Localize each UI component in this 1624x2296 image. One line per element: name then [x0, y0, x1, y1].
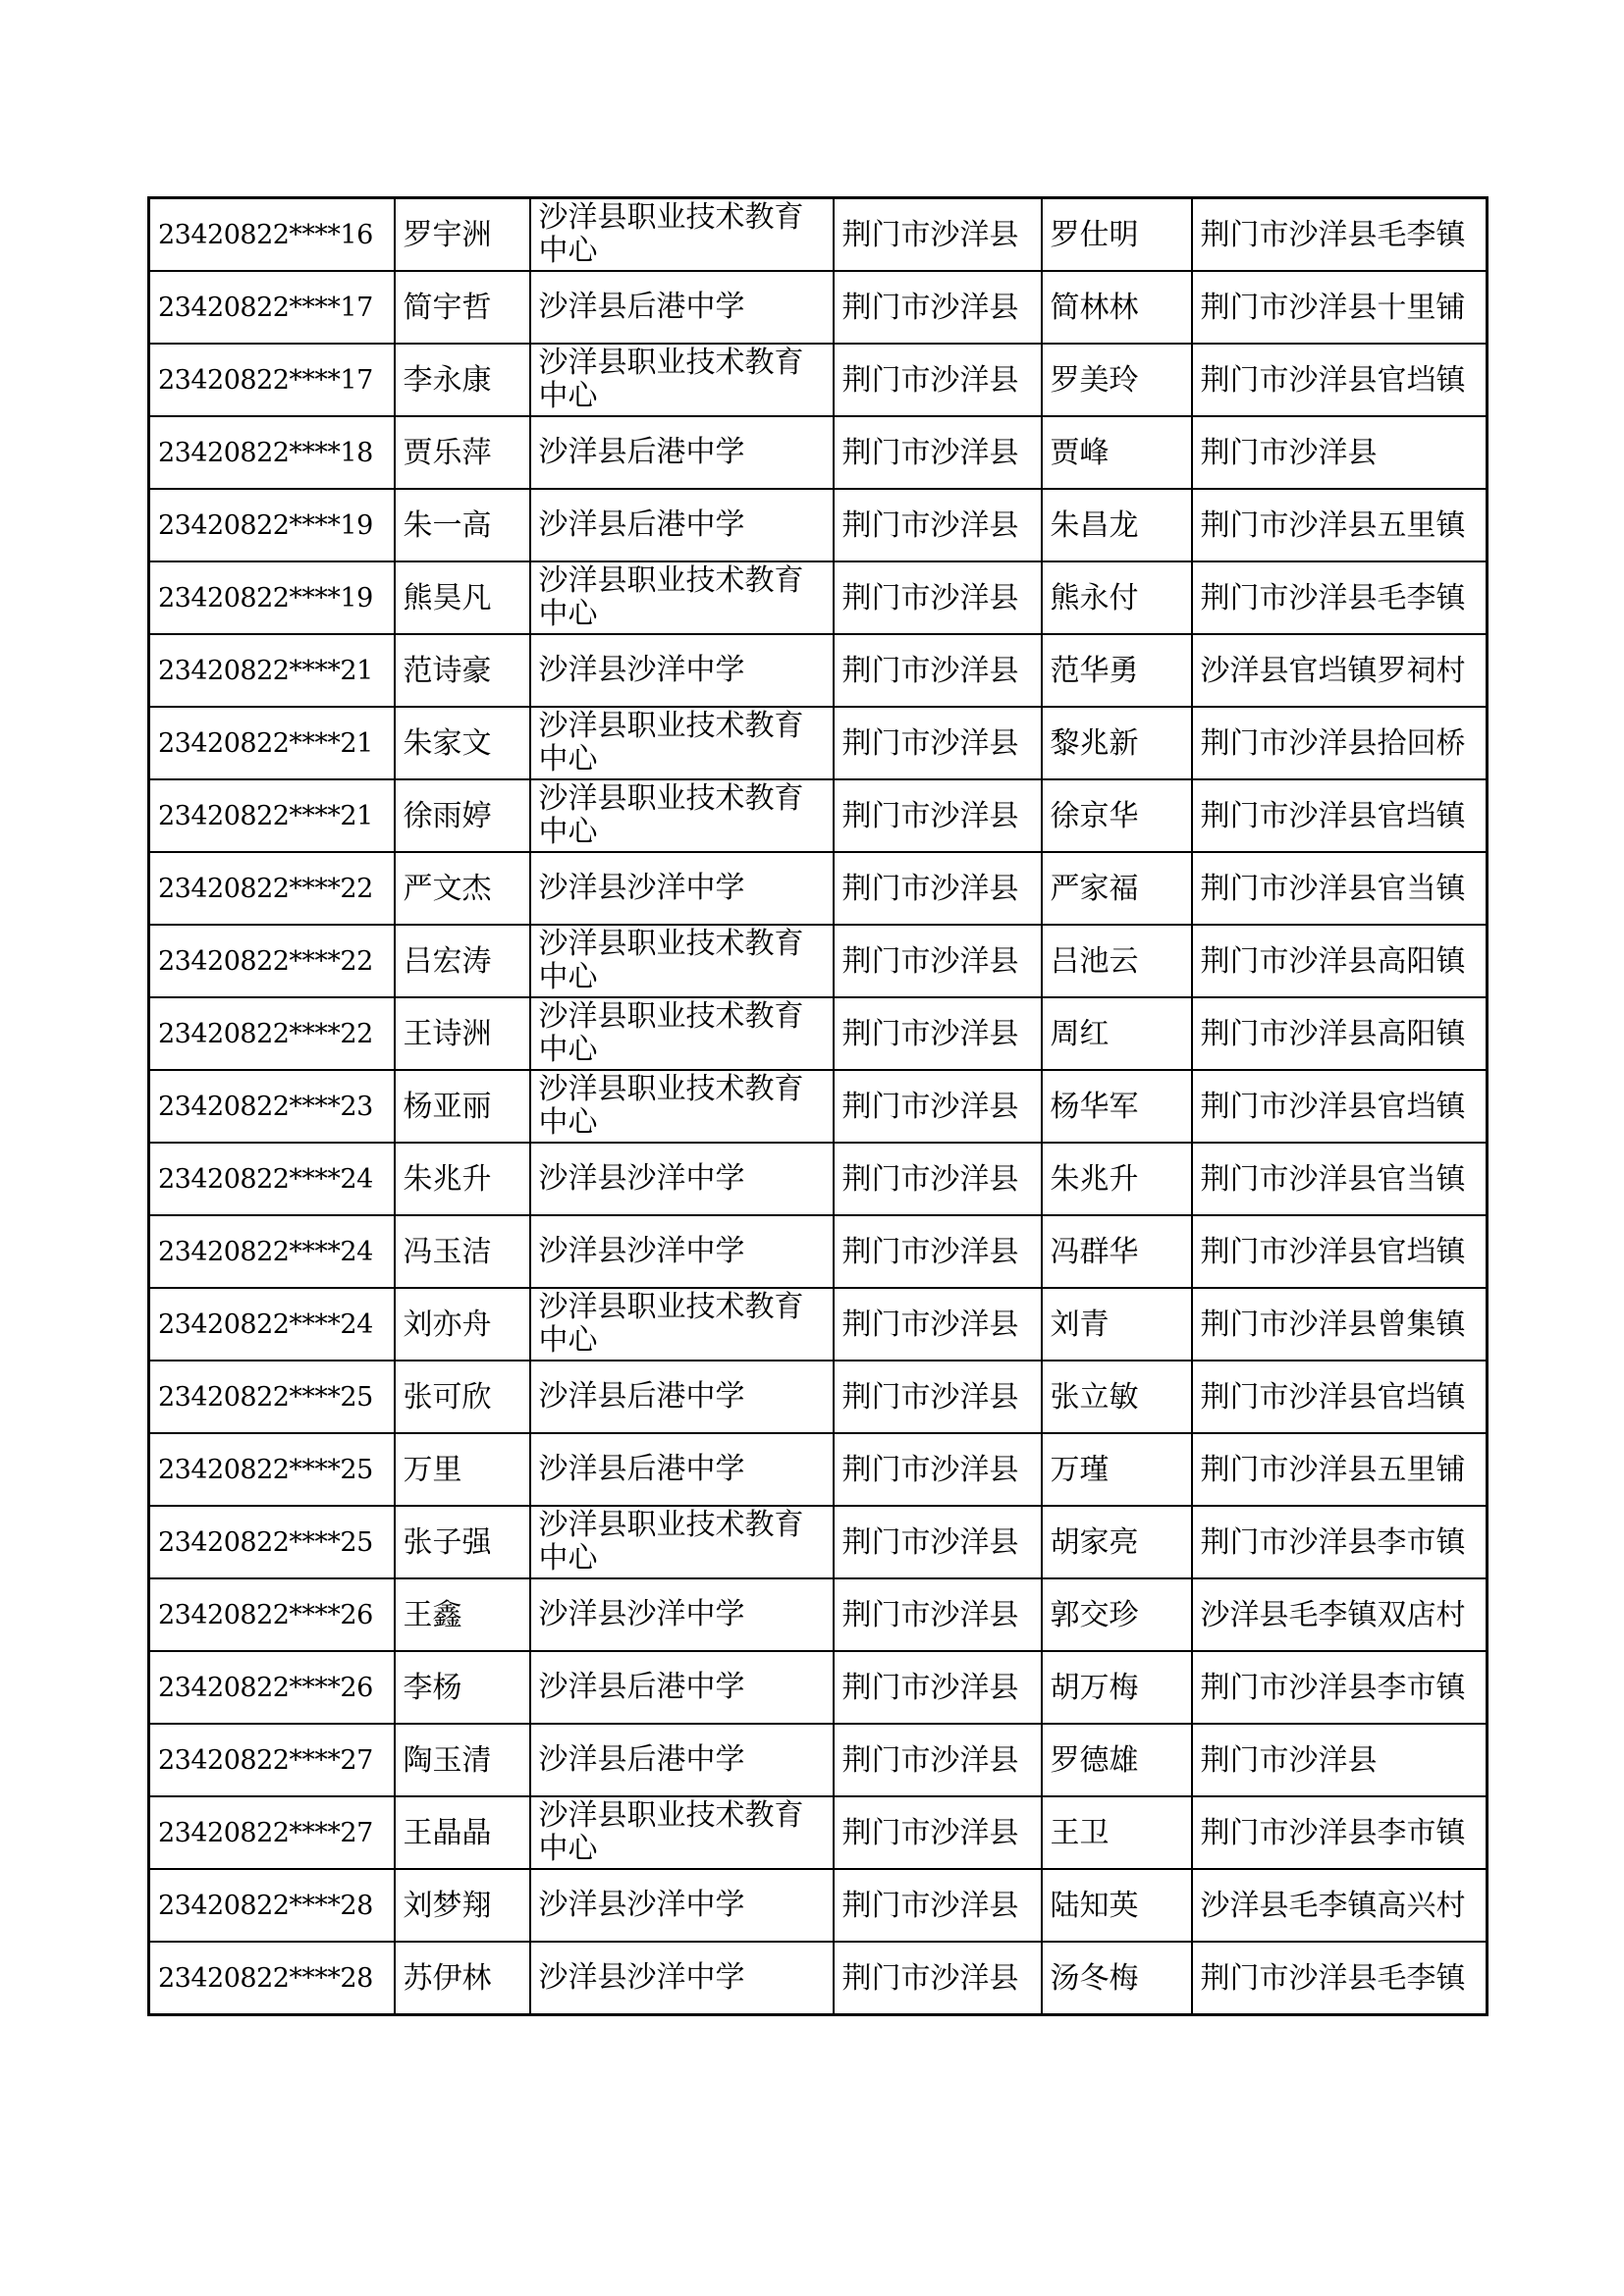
student-name-cell: 张子强	[395, 1506, 530, 1578]
id-number-cell: 23420822****27	[149, 1796, 395, 1869]
table-row	[149, 1143, 1488, 1215]
id-number-cell: 23420822****24	[149, 1215, 395, 1288]
table-row	[149, 198, 1488, 272]
guardian-name-cell: 罗美玲	[1042, 344, 1192, 416]
school-cell: 沙洋县沙洋中学	[530, 1143, 834, 1215]
region-cell: 荆门市沙洋县	[834, 1942, 1042, 2015]
id-number-cell: 23420822****27	[149, 1724, 395, 1796]
address-cell: 荆门市沙洋县毛李镇	[1192, 561, 1488, 634]
region-cell: 荆门市沙洋县	[834, 1578, 1042, 1651]
guardian-name-cell: 严家福	[1042, 852, 1192, 925]
address-cell: 荆门市沙洋县五里镇	[1192, 489, 1488, 561]
table-row	[149, 271, 1488, 344]
student-name-cell: 徐雨婷	[395, 779, 530, 852]
address-cell: 荆门市沙洋县官垱镇	[1192, 1361, 1488, 1433]
student-name-cell: 简宇哲	[395, 271, 530, 344]
id-number-cell: 23420822****22	[149, 852, 395, 925]
id-number-cell: 23420822****21	[149, 779, 395, 852]
guardian-name-cell: 吕池云	[1042, 925, 1192, 997]
id-number-cell: 23420822****23	[149, 1070, 395, 1143]
region-cell: 荆门市沙洋县	[834, 1869, 1042, 1942]
guardian-name-cell: 周红	[1042, 997, 1192, 1070]
region-cell: 荆门市沙洋县	[834, 489, 1042, 561]
guardian-name-cell: 范华勇	[1042, 634, 1192, 707]
guardian-name-cell: 杨华军	[1042, 1070, 1192, 1143]
region-cell: 荆门市沙洋县	[834, 925, 1042, 997]
guardian-name-cell: 朱兆升	[1042, 1143, 1192, 1215]
guardian-name-cell: 王卫	[1042, 1796, 1192, 1869]
school-cell: 沙洋县职业技术教育中心	[530, 1796, 834, 1869]
table-row	[149, 1433, 1488, 1506]
id-number-cell: 23420822****28	[149, 1942, 395, 2015]
school-cell: 沙洋县沙洋中学	[530, 1215, 834, 1288]
region-cell: 荆门市沙洋县	[834, 1361, 1042, 1433]
id-number-cell: 23420822****19	[149, 489, 395, 561]
region-cell: 荆门市沙洋县	[834, 1724, 1042, 1796]
school-cell: 沙洋县沙洋中学	[530, 1942, 834, 2015]
address-cell: 荆门市沙洋县官当镇	[1192, 852, 1488, 925]
guardian-name-cell: 张立敏	[1042, 1361, 1192, 1433]
region-cell: 荆门市沙洋县	[834, 1796, 1042, 1869]
guardian-name-cell: 陆知英	[1042, 1869, 1192, 1942]
student-name-cell: 王诗洲	[395, 997, 530, 1070]
table-row	[149, 561, 1488, 634]
region-cell: 荆门市沙洋县	[834, 561, 1042, 634]
address-cell: 荆门市沙洋县毛李镇	[1192, 198, 1488, 272]
id-number-cell: 23420822****17	[149, 271, 395, 344]
guardian-name-cell: 万瑾	[1042, 1433, 1192, 1506]
roster-table-body	[149, 198, 1488, 2015]
address-cell: 荆门市沙洋县官垱镇	[1192, 1215, 1488, 1288]
student-name-cell: 贾乐萍	[395, 416, 530, 489]
table-row	[149, 779, 1488, 852]
student-name-cell: 王晶晶	[395, 1796, 530, 1869]
id-number-cell: 23420822****26	[149, 1651, 395, 1724]
region-cell: 荆门市沙洋县	[834, 271, 1042, 344]
guardian-name-cell: 朱昌龙	[1042, 489, 1192, 561]
table-row	[149, 1796, 1488, 1869]
id-number-cell: 23420822****19	[149, 561, 395, 634]
table-row	[149, 1288, 1488, 1361]
school-cell: 沙洋县职业技术教育中心	[530, 198, 834, 272]
address-cell: 荆门市沙洋县五里铺	[1192, 1433, 1488, 1506]
table-row	[149, 997, 1488, 1070]
student-name-cell: 熊昊凡	[395, 561, 530, 634]
school-cell: 沙洋县后港中学	[530, 416, 834, 489]
region-cell: 荆门市沙洋县	[834, 1433, 1042, 1506]
id-number-cell: 23420822****18	[149, 416, 395, 489]
school-cell: 沙洋县职业技术教育中心	[530, 997, 834, 1070]
student-name-cell: 刘梦翔	[395, 1869, 530, 1942]
region-cell: 荆门市沙洋县	[834, 997, 1042, 1070]
guardian-name-cell: 胡家亮	[1042, 1506, 1192, 1578]
address-cell: 沙洋县官垱镇罗祠村	[1192, 634, 1488, 707]
school-cell: 沙洋县沙洋中学	[530, 1578, 834, 1651]
id-number-cell: 23420822****16	[149, 198, 395, 272]
address-cell: 荆门市沙洋县	[1192, 416, 1488, 489]
student-name-cell: 万里	[395, 1433, 530, 1506]
student-name-cell: 罗宇洲	[395, 198, 530, 272]
table-row	[149, 1361, 1488, 1433]
guardian-name-cell: 胡万梅	[1042, 1651, 1192, 1724]
address-cell: 荆门市沙洋县高阳镇	[1192, 997, 1488, 1070]
school-cell: 沙洋县沙洋中学	[530, 634, 834, 707]
table-row	[149, 416, 1488, 489]
region-cell: 荆门市沙洋县	[834, 1070, 1042, 1143]
guardian-name-cell: 徐京华	[1042, 779, 1192, 852]
student-name-cell: 严文杰	[395, 852, 530, 925]
student-name-cell: 苏伊林	[395, 1942, 530, 2015]
guardian-name-cell: 郭交珍	[1042, 1578, 1192, 1651]
id-number-cell: 23420822****21	[149, 634, 395, 707]
address-cell: 荆门市沙洋县高阳镇	[1192, 925, 1488, 997]
table-row	[149, 489, 1488, 561]
table-row	[149, 344, 1488, 416]
school-cell: 沙洋县职业技术教育中心	[530, 344, 834, 416]
id-number-cell: 23420822****22	[149, 997, 395, 1070]
id-number-cell: 23420822****24	[149, 1288, 395, 1361]
address-cell: 荆门市沙洋县官当镇	[1192, 1143, 1488, 1215]
school-cell: 沙洋县沙洋中学	[530, 1869, 834, 1942]
table-row	[149, 1506, 1488, 1578]
school-cell: 沙洋县后港中学	[530, 271, 834, 344]
school-cell: 沙洋县职业技术教育中心	[530, 779, 834, 852]
guardian-name-cell: 汤冬梅	[1042, 1942, 1192, 2015]
id-number-cell: 23420822****24	[149, 1143, 395, 1215]
region-cell: 荆门市沙洋县	[834, 1506, 1042, 1578]
region-cell: 荆门市沙洋县	[834, 1651, 1042, 1724]
table-row	[149, 1215, 1488, 1288]
id-number-cell: 23420822****25	[149, 1433, 395, 1506]
address-cell: 荆门市沙洋县李市镇	[1192, 1506, 1488, 1578]
address-cell: 荆门市沙洋县曾集镇	[1192, 1288, 1488, 1361]
table-row	[149, 1070, 1488, 1143]
student-name-cell: 杨亚丽	[395, 1070, 530, 1143]
student-name-cell: 朱家文	[395, 707, 530, 779]
table-row	[149, 1578, 1488, 1651]
student-name-cell: 朱兆升	[395, 1143, 530, 1215]
school-cell: 沙洋县职业技术教育中心	[530, 1288, 834, 1361]
region-cell: 荆门市沙洋县	[834, 1215, 1042, 1288]
address-cell: 荆门市沙洋县拾回桥	[1192, 707, 1488, 779]
region-cell: 荆门市沙洋县	[834, 852, 1042, 925]
student-name-cell: 李杨	[395, 1651, 530, 1724]
table-row	[149, 1869, 1488, 1942]
region-cell: 荆门市沙洋县	[834, 634, 1042, 707]
region-cell: 荆门市沙洋县	[834, 344, 1042, 416]
table-row	[149, 852, 1488, 925]
student-name-cell: 吕宏涛	[395, 925, 530, 997]
id-number-cell: 23420822****17	[149, 344, 395, 416]
school-cell: 沙洋县后港中学	[530, 1361, 834, 1433]
id-number-cell: 23420822****28	[149, 1869, 395, 1942]
id-number-cell: 23420822****25	[149, 1506, 395, 1578]
id-number-cell: 23420822****25	[149, 1361, 395, 1433]
region-cell: 荆门市沙洋县	[834, 707, 1042, 779]
student-name-cell: 陶玉清	[395, 1724, 530, 1796]
region-cell: 荆门市沙洋县	[834, 1288, 1042, 1361]
id-number-cell: 23420822****22	[149, 925, 395, 997]
table-row	[149, 1724, 1488, 1796]
address-cell: 荆门市沙洋县毛李镇	[1192, 1942, 1488, 2015]
region-cell: 荆门市沙洋县	[834, 779, 1042, 852]
guardian-name-cell: 罗仕明	[1042, 198, 1192, 272]
table-row	[149, 1651, 1488, 1724]
school-cell: 沙洋县后港中学	[530, 1433, 834, 1506]
guardian-name-cell: 简林林	[1042, 271, 1192, 344]
region-cell: 荆门市沙洋县	[834, 198, 1042, 272]
school-cell: 沙洋县后港中学	[530, 489, 834, 561]
student-name-cell: 范诗豪	[395, 634, 530, 707]
school-cell: 沙洋县职业技术教育中心	[530, 925, 834, 997]
school-cell: 沙洋县职业技术教育中心	[530, 1070, 834, 1143]
student-name-cell: 冯玉洁	[395, 1215, 530, 1288]
region-cell: 荆门市沙洋县	[834, 1143, 1042, 1215]
school-cell: 沙洋县职业技术教育中心	[530, 707, 834, 779]
address-cell: 荆门市沙洋县十里铺	[1192, 271, 1488, 344]
student-name-cell: 张可欣	[395, 1361, 530, 1433]
id-number-cell: 23420822****26	[149, 1578, 395, 1651]
address-cell: 沙洋县毛李镇高兴村	[1192, 1869, 1488, 1942]
school-cell: 沙洋县职业技术教育中心	[530, 561, 834, 634]
address-cell: 荆门市沙洋县官垱镇	[1192, 779, 1488, 852]
school-cell: 沙洋县后港中学	[530, 1724, 834, 1796]
guardian-name-cell: 黎兆新	[1042, 707, 1192, 779]
table-row	[149, 707, 1488, 779]
guardian-name-cell: 刘青	[1042, 1288, 1192, 1361]
address-cell: 荆门市沙洋县李市镇	[1192, 1651, 1488, 1724]
table-row	[149, 925, 1488, 997]
address-cell: 荆门市沙洋县官垱镇	[1192, 1070, 1488, 1143]
roster-table	[147, 196, 1489, 2016]
guardian-name-cell: 贾峰	[1042, 416, 1192, 489]
guardian-name-cell: 冯群华	[1042, 1215, 1192, 1288]
table-row	[149, 634, 1488, 707]
table-row	[149, 1942, 1488, 2015]
school-cell: 沙洋县后港中学	[530, 1651, 834, 1724]
guardian-name-cell: 罗德雄	[1042, 1724, 1192, 1796]
address-cell: 荆门市沙洋县李市镇	[1192, 1796, 1488, 1869]
id-number-cell: 23420822****21	[149, 707, 395, 779]
school-cell: 沙洋县职业技术教育中心	[530, 1506, 834, 1578]
student-name-cell: 刘亦舟	[395, 1288, 530, 1361]
address-cell: 沙洋县毛李镇双店村	[1192, 1578, 1488, 1651]
school-cell: 沙洋县沙洋中学	[530, 852, 834, 925]
address-cell: 荆门市沙洋县官垱镇	[1192, 344, 1488, 416]
student-name-cell: 朱一高	[395, 489, 530, 561]
guardian-name-cell: 熊永付	[1042, 561, 1192, 634]
address-cell: 荆门市沙洋县	[1192, 1724, 1488, 1796]
student-name-cell: 王鑫	[395, 1578, 530, 1651]
region-cell: 荆门市沙洋县	[834, 416, 1042, 489]
student-name-cell: 李永康	[395, 344, 530, 416]
